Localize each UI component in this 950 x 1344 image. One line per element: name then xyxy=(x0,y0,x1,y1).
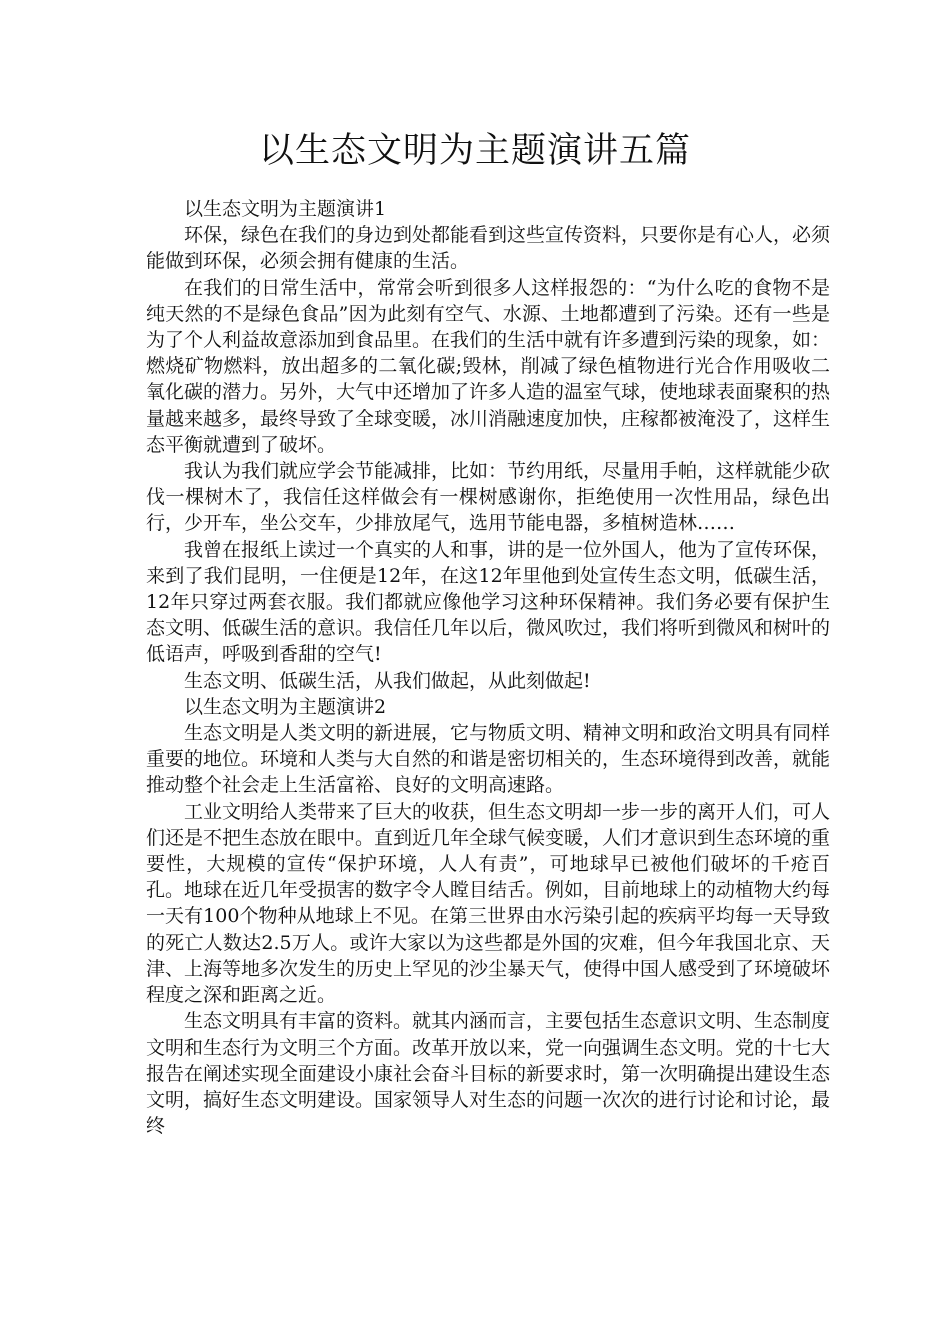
paragraph: 我曾在报纸上读过一个真实的人和事，讲的是一位外国人，他为了宣传环保，来到了我们昆明，一住便是12年，在这12年里他到处宣传生态文明，低碳生活，12年只穿过两套衣服。我们都就应像他学习这种环保精神。我们务必要有保护生态文明、低碳生活的意识。我信任几年以后，微风吹过，我们将听到微风和树叶的低语声，呼吸到香甜的空气! xyxy=(146,538,831,666)
document-body xyxy=(146,196,830,1139)
paragraph: 我认为我们就应学会节能减排，比如：节约用纸，尽量用手帕，这样就能少砍伐一棵树木了，我信任这样做会有一棵树感谢你，拒绝使用一次性用品，绿色出行，少开车，坐公交车，少排放尾气，选用节能电器，多植树造林…… xyxy=(146,460,831,535)
paragraph: 生态文明具有丰富的资料。就其内涵而言，主要包括生态意识文明、生态制度文明和生态行为文明三个方面。改革开放以来，党一向强调生态文明。党的十七大报告在阐述实现全面建设小康社会奋斗目标的新要求时，第一次明确提出建设生态文明，搞好生态文明建设。国家领导人对生态的问题一次次的进行讨论和讨论，最终 xyxy=(146,1010,831,1138)
paragraph: 生态文明是人类文明的新进展，它与物质文明、精神文明和政治文明具有同样重要的地位。环境和人类与大自然的和谐是密切相关的，生态环境得到改善，就能推动整个社会走上生活富裕、良好的文明高速路。 xyxy=(146,722,831,797)
paragraph: 在我们的日常生活中，常常会听到很多人这样报怨的：“为什么吃的食物不是纯天然的不是绿色食品”因为此刻有空气、水源、土地都遭到了污染。还有一些是为了个人利益故意添加到食品里。在我们的生活中就有许多遭到污染的现象，如：燃烧矿物燃料，放出超多的二氧化碳;毁林，削减了绿色植物进行光合作用吸收二氧化碳的潜力。另外，大气中还增加了许多人造的温室气球，使地球表面聚积的热量越来越多，最终导致了全球变暖，冰川消融速度加快，庄稼都被淹没了，这样生态平衡就遭到了破坏。 xyxy=(146,276,831,456)
speech-2-heading: 以生态文明为主题演讲2 xyxy=(184,695,387,718)
speech-1-heading: 以生态文明为主题演讲1 xyxy=(184,198,387,220)
paragraph: 工业文明给人类带来了巨大的收获，但生态文明却一步一步的离开人们，可人们还是不把生态放在眼中。直到近几年全球气候变暖，人们才意识到生态环境的重要性，大规模的宣传“保护环境，人人有责”，可地球早已被他们破坏的千疮百孔。地球在近几年受损害的数字令人瞠目结舌。例如，目前地球上的动植物大约每一天有100个物种从地球上不见。在第三世界由水污染引起的疾病平均每一天导致的死亡人数达2.5万人。或许大家以为这些都是外国的灾难，但今年我国北京、天津、上海等地多次发生的历史上罕见的沙尘暴天气，使得中国人感受到了环境破坏程度之深和距离之近。 xyxy=(146,800,831,1007)
paragraph: 环保，绿色在我们的身边到处都能看到这些宣传资料，只要你是有心人，必须能做到环保，必须会拥有健康的生活。 xyxy=(146,224,831,273)
paragraph: 生态文明、低碳生活，从我们做起，从此刻做起! xyxy=(184,669,591,692)
document-title: 以生态文明为主题演讲五篇 xyxy=(258,131,691,171)
